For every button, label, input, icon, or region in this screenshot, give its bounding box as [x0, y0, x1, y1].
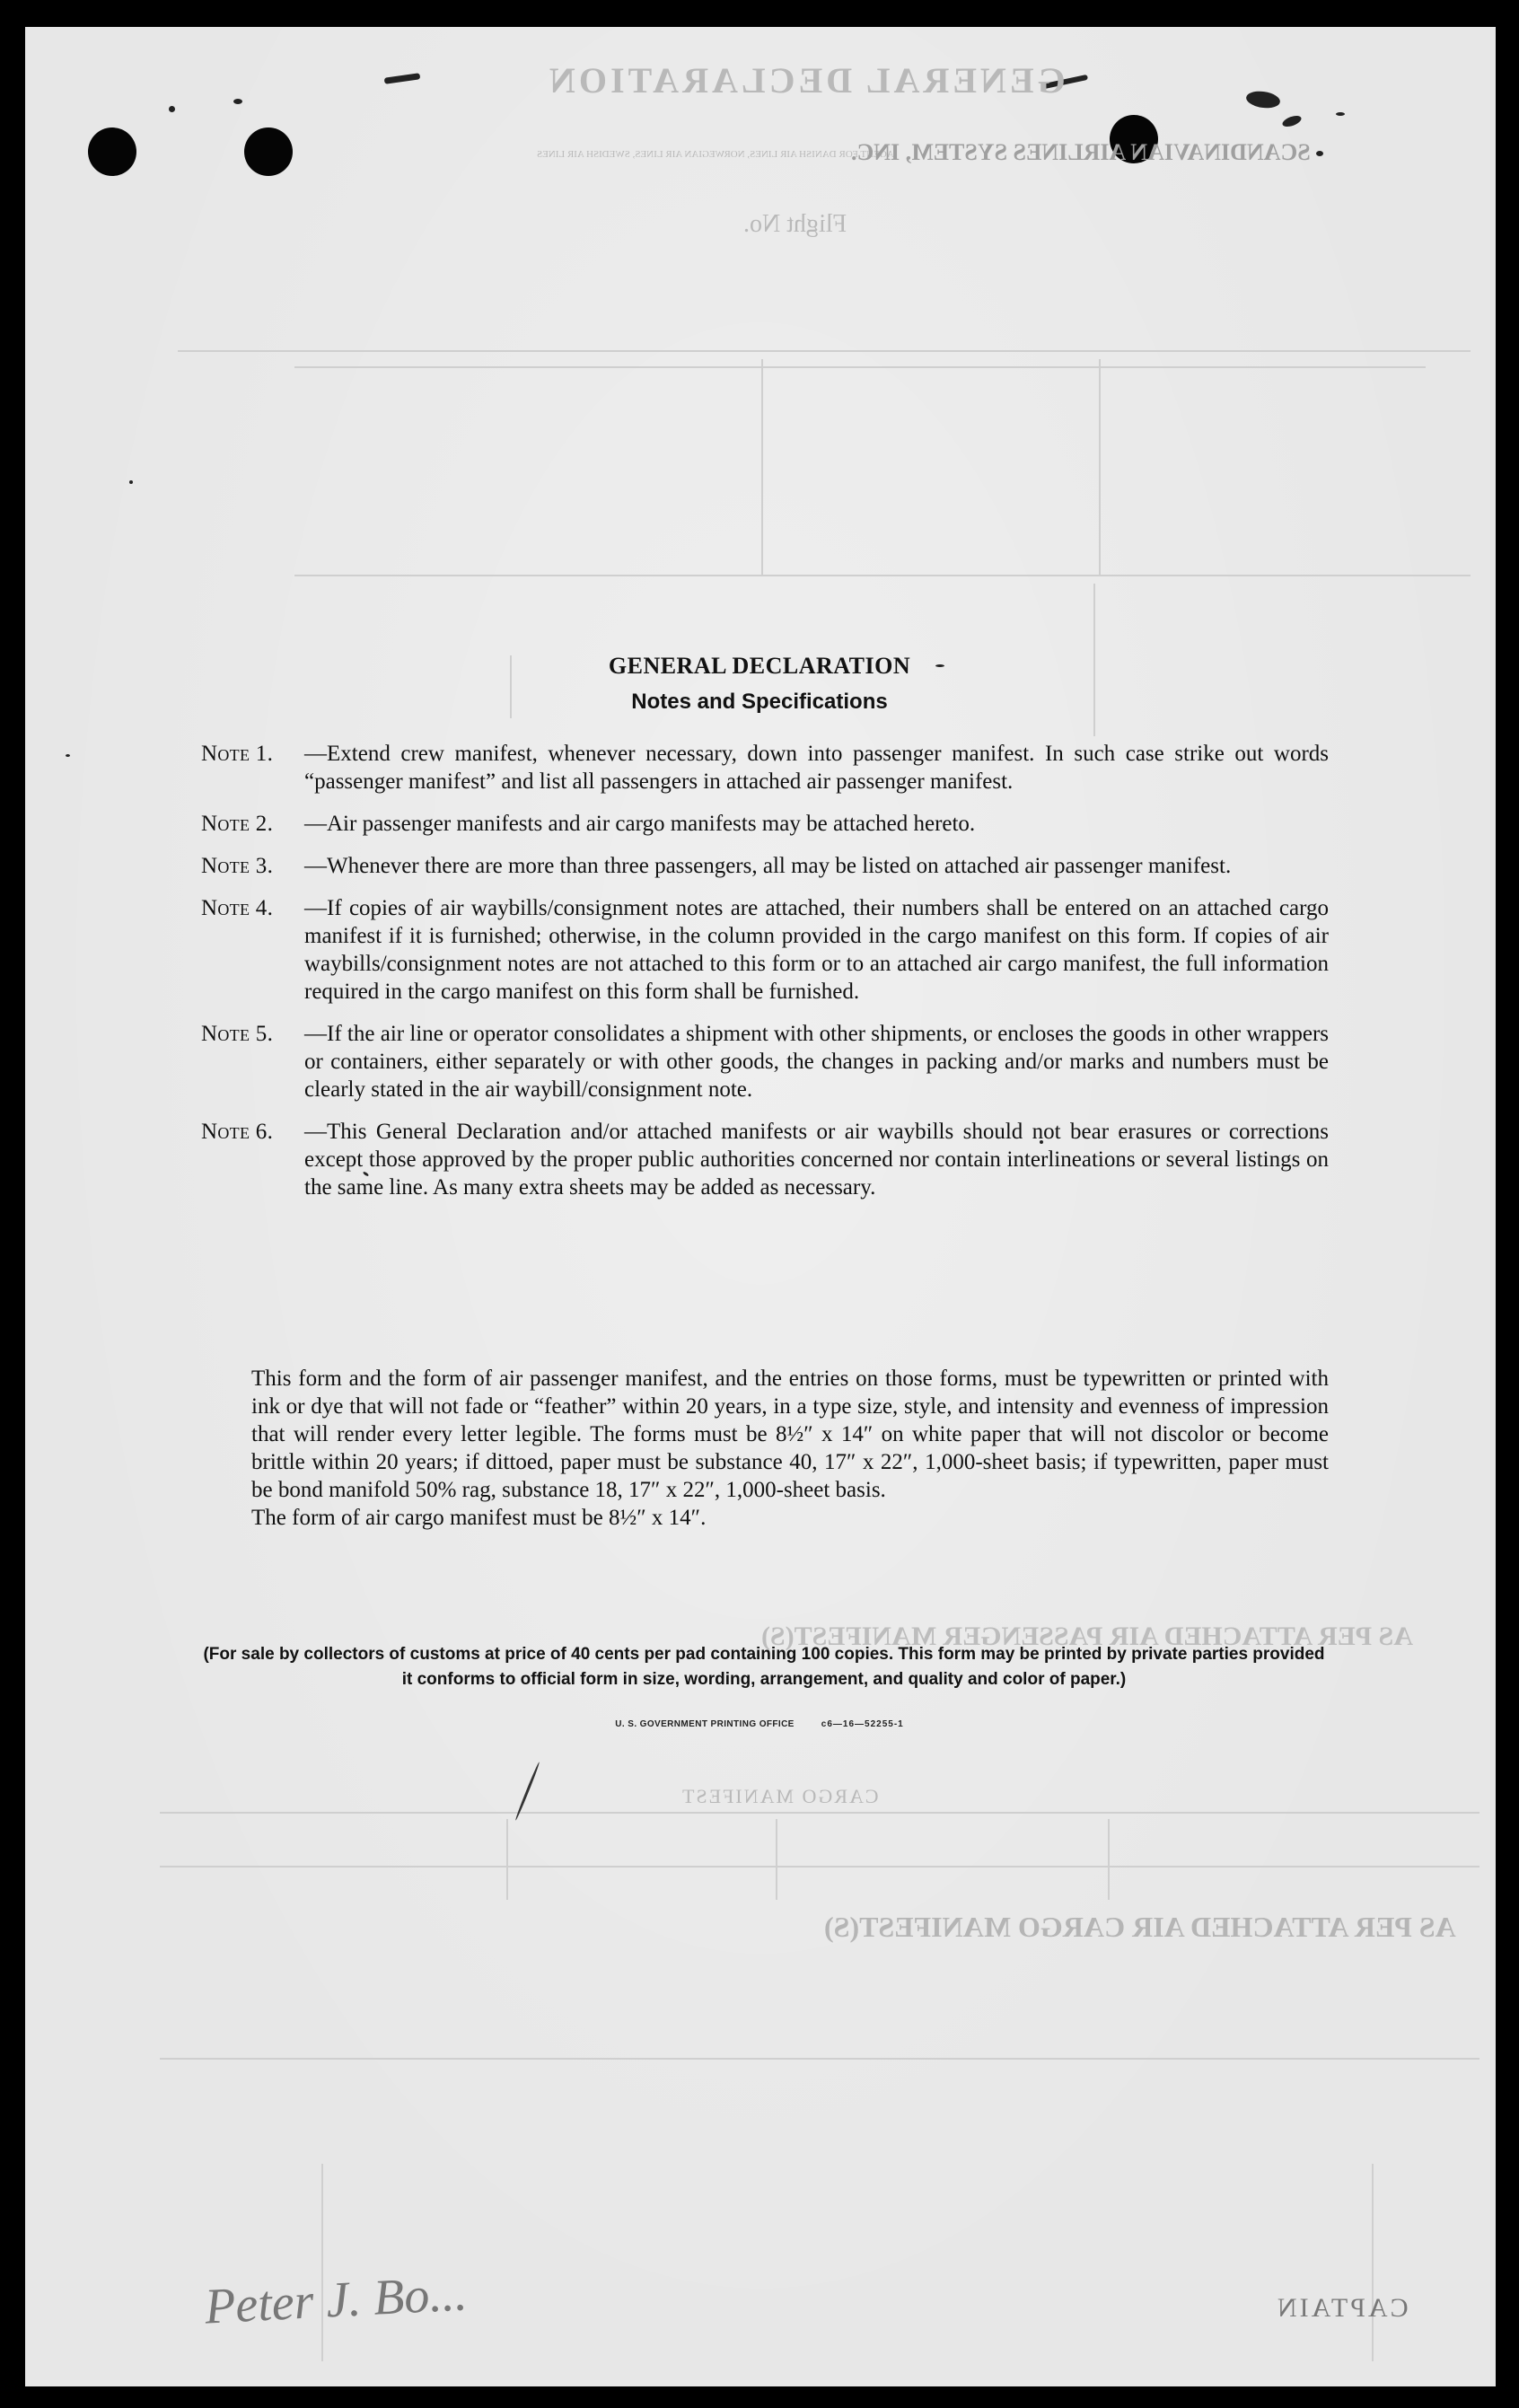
bleed-rule: [160, 2058, 1479, 2060]
bleed-rule: [160, 1812, 1479, 1814]
ink-speck: [384, 73, 421, 83]
punch-hole-center: [244, 127, 293, 176]
ink-speck: [1316, 151, 1323, 156]
note-text: —Extend crew manifest, whenever necessary, down into passenger manifest. In such case strike out words “passenger manifest” and list all passengers in attached air passenger manifest.: [304, 742, 1329, 794]
ink-speck: [233, 99, 242, 104]
bleed-header-title: GENERAL DECLARATION: [546, 60, 1066, 101]
ink-speck: [1245, 89, 1281, 110]
bleed-signature: Peter J. Bo...: [203, 2265, 469, 2335]
bleed-passenger-manifest: AS PER ATTACHED AIR PASSENGER MANIFEST(S): [761, 1621, 1413, 1651]
ink-speck: [169, 106, 175, 112]
punch-hole-left: [88, 127, 136, 176]
bleed-rule: [1099, 359, 1101, 575]
printer-code: c6—16—52255-1: [821, 1719, 904, 1729]
note-text: —This General Declaration and/or attached manifests or air waybills should not bear erasures or corrections except those approved by the proper public authorities concerned nor contain interlineations or several listings on the same line. As many extra sheets may be added as necessary.: [304, 1120, 1329, 1200]
bleed-agent-line: AGENT FOR DANISH AIR LINES, NORWEGIAN AIR LINES, SWEDISH AIR LINES: [537, 149, 894, 160]
document-title: GENERAL DECLARATION: [608, 653, 911, 679]
cargo-manifest-size: The form of air cargo manifest must be 8½″ x 14″.: [251, 1506, 707, 1530]
bleed-rule: [321, 2164, 323, 2361]
bleed-rule: [761, 359, 763, 575]
note-text: —If copies of air waybills/consignment notes are attached, their numbers shall be entered on an attached cargo manifest if it is furnished; otherwise, in the column provided in the cargo manifest on this form. If copies of air waybills/consignment notes are not attached to this form or to an attached air cargo manifest, the full information required in the cargo manifest on this form shall be furnished.: [304, 896, 1329, 1004]
note-label: Note 2.: [201, 812, 274, 836]
bleed-rule: [294, 575, 1471, 576]
note-6: [201, 1118, 1329, 1201]
bleed-cargo-manifest: AS PER ATTACHED AIR CARGO MANIFEST(S): [824, 1911, 1456, 1943]
note-text: —Air passenger manifests and air cargo manifests may be attached hereto.: [304, 812, 976, 836]
ink-speck: [1281, 114, 1303, 129]
note-label: Note 3.: [201, 854, 274, 878]
note-label: Note 4.: [201, 896, 274, 920]
bleed-rule: [1372, 2164, 1374, 2361]
bleed-rule: [1108, 1819, 1110, 1900]
bleed-rule: [294, 366, 1426, 368]
note-3: [201, 852, 1329, 880]
bleed-captain: CAPTAIN: [1275, 2293, 1409, 2323]
document-subtitle: Notes and Specifications: [631, 690, 888, 714]
note-text: —Whenever there are more than three passengers, all may be listed on attached air passenger manifest.: [304, 854, 1232, 878]
specification-block: [201, 1365, 1329, 1532]
note-text: —If the air line or operator consolidates a shipment with other shipments, or encloses the goods in other wrappers or containers, either separately or with other goods, the changes in packing and/or marks and numbers must be clearly stated in the air waybill/consignment note.: [304, 1022, 1329, 1102]
bleed-rule: [160, 1866, 1479, 1868]
note-label: Note 5.: [201, 1022, 274, 1046]
specification-paragraph: This form and the form of air passenger manifest, and the entries on those forms, must be typewritten or printed with ink or dye that will not fade or “feather” within 20 years, in a type size, style, and intensity and evenness of impression that will render every letter legible. The forms must be 8½″ x 14″ on white paper that will not discolor or become brittle within 20 years; if dittoed, paper must be substance 40, 17″ x 22″, 1,000-sheet basis; if typewritten, paper must be bond manifold 50% rag, substance 18, 17″ x 22″, 1,000-sheet basis.: [251, 1367, 1329, 1502]
note-1: [201, 740, 1329, 795]
printer-imprint: [0, 1719, 1519, 1729]
note-5: [201, 1020, 1329, 1103]
sale-notice: (For sale by collectors of customs at price of 40 cents per pad containing 100 copies. This form may be printed by private parties provided it conforms to official form in size, wording, arrangement, and quality and color of paper.): [203, 1645, 1325, 1689]
note-label: Note 1.: [201, 742, 274, 766]
bleed-rule: [776, 1819, 777, 1900]
bleed-rule: [178, 350, 1471, 352]
ink-speck: [129, 480, 133, 484]
bleed-flight: Flight No.: [743, 210, 847, 238]
ink-speck: [66, 754, 70, 757]
note-label: Note 6.: [201, 1120, 274, 1144]
bleed-rule: [506, 1819, 508, 1900]
bleed-cargo-heading: CARGO MANIFEST: [680, 1785, 879, 1807]
ink-speck: [1336, 112, 1345, 116]
bleed-airline: SCANDINAVIAN AIRLINES SYSTEM, INC.: [851, 139, 1311, 165]
printer-office: U. S. GOVERNMENT PRINTING OFFICE: [615, 1719, 795, 1729]
notes-list: [201, 740, 1329, 1216]
note-2: [201, 810, 1329, 838]
note-4: [201, 894, 1329, 1006]
